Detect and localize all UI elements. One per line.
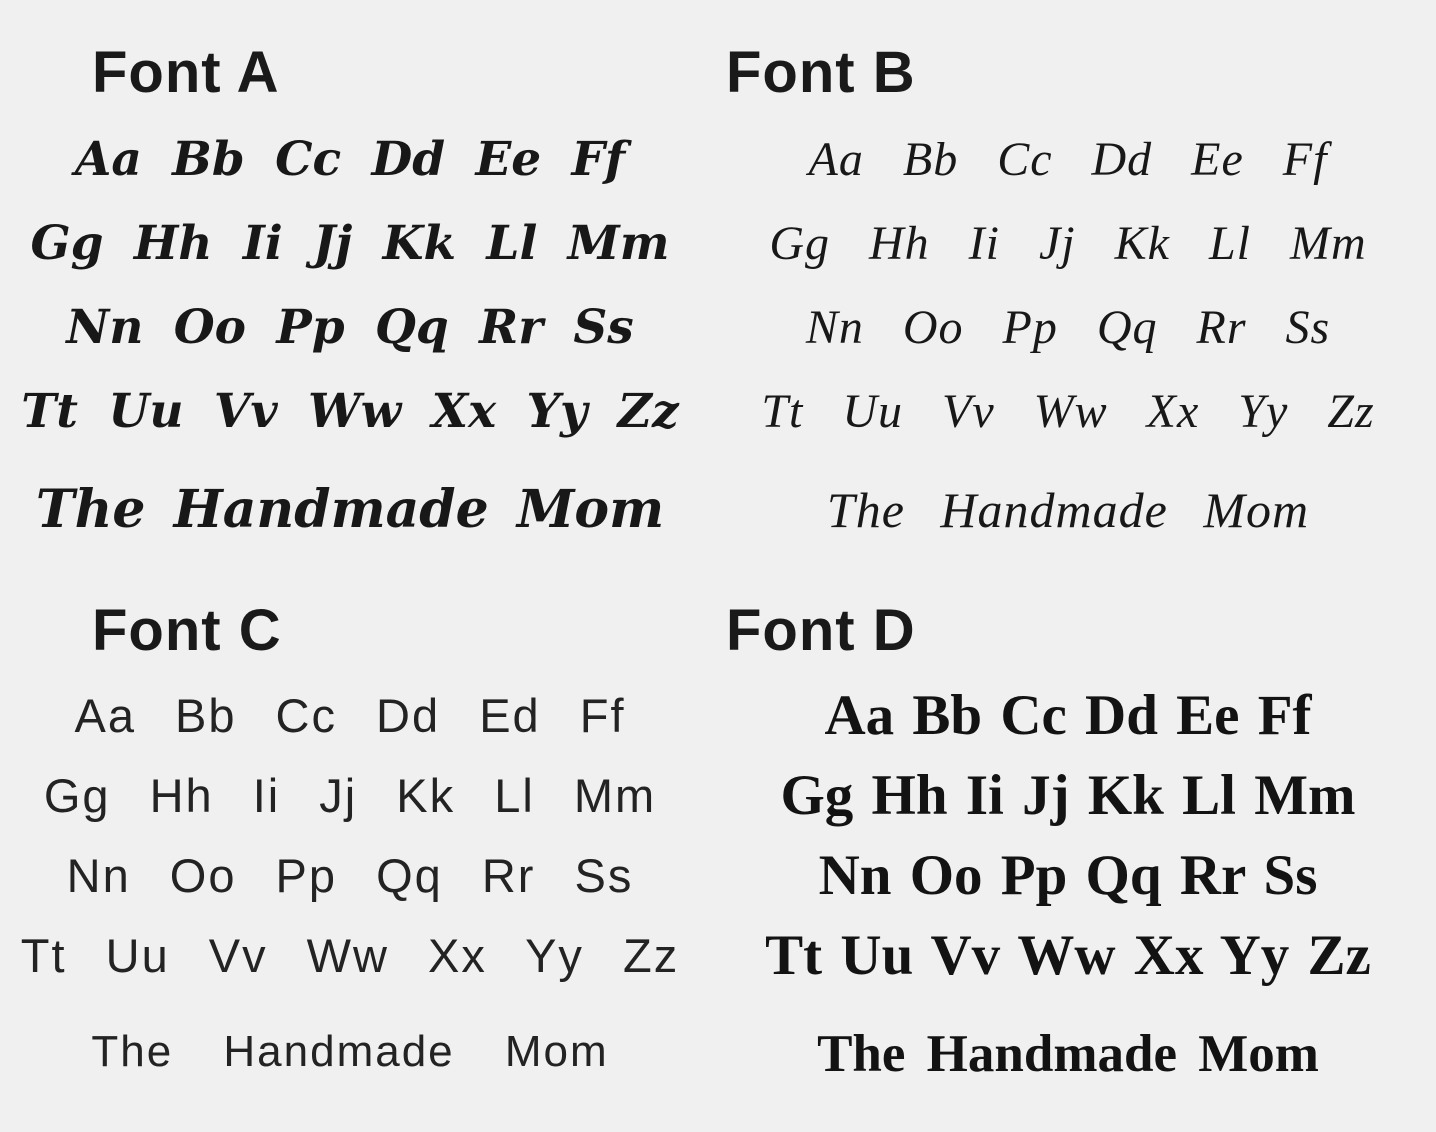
font-b-row-4: Tt Uu Vv Ww Xx Yy Zz [761,385,1375,438]
font-d-alphabet [700,676,1436,1094]
font-d-row-2: Gg Hh Ii Jj Kk Ll Mm [780,764,1356,827]
font-d-row-3: Nn Oo Pp Qq Rr Ss [818,844,1318,907]
font-a-row-3: Nn Oo Pp Qq Rr Ss [66,300,634,355]
font-d-row-4: Tt Uu Vv Ww Xx Yy Zz [765,924,1371,987]
font-b-row-3: Nn Oo Pp Qq Rr Ss [805,301,1331,354]
font-c-row-2: Gg Hh Ii Jj Kk Ll Mm [43,769,657,822]
font-a-row-1: Aa Bb Cc Dd Ee Ff [74,132,626,187]
font-a-alphabet [0,118,700,552]
font-a-sample-text: The Handmade Mom [35,479,665,540]
font-c-row-4: Tt Uu Vv Ww Xx Yy Zz [20,929,680,982]
font-d-row-1: Aa Bb Cc Dd Ee Ff [824,684,1312,747]
font-c-alphabet [0,676,700,1092]
font-c-section [0,566,700,1132]
font-d-section [700,566,1436,1132]
font-c-sample-text: The Handmade Mom [91,1027,609,1076]
font-d-title: Font D [726,598,916,663]
font-b-alphabet [700,118,1436,552]
font-b-section [700,0,1436,566]
font-a-title: Font A [92,40,280,105]
font-c-row-3: Nn Oo Pp Qq Rr Ss [66,849,634,902]
font-a-row-2: Gg Hh Ii Jj Kk Ll Mm [30,216,670,271]
font-c-row-1: Aa Bb Cc Dd Ed Ff [74,689,626,742]
font-b-title: Font B [726,40,916,105]
font-a-row-4: Tt Uu Vv Ww Xx Yy Zz [21,384,679,439]
font-d-sample-text: The Handmade Mom [817,1025,1319,1083]
font-b-row-1: Aa Bb Cc Dd Ee Ff [808,133,1328,186]
font-c-title: Font C [92,598,282,663]
font-a-section [0,0,700,566]
font-b-row-2: Gg Hh Ii Jj Kk Ll Mm [769,217,1367,270]
font-b-sample-text: The Handmade Mom [826,482,1310,538]
